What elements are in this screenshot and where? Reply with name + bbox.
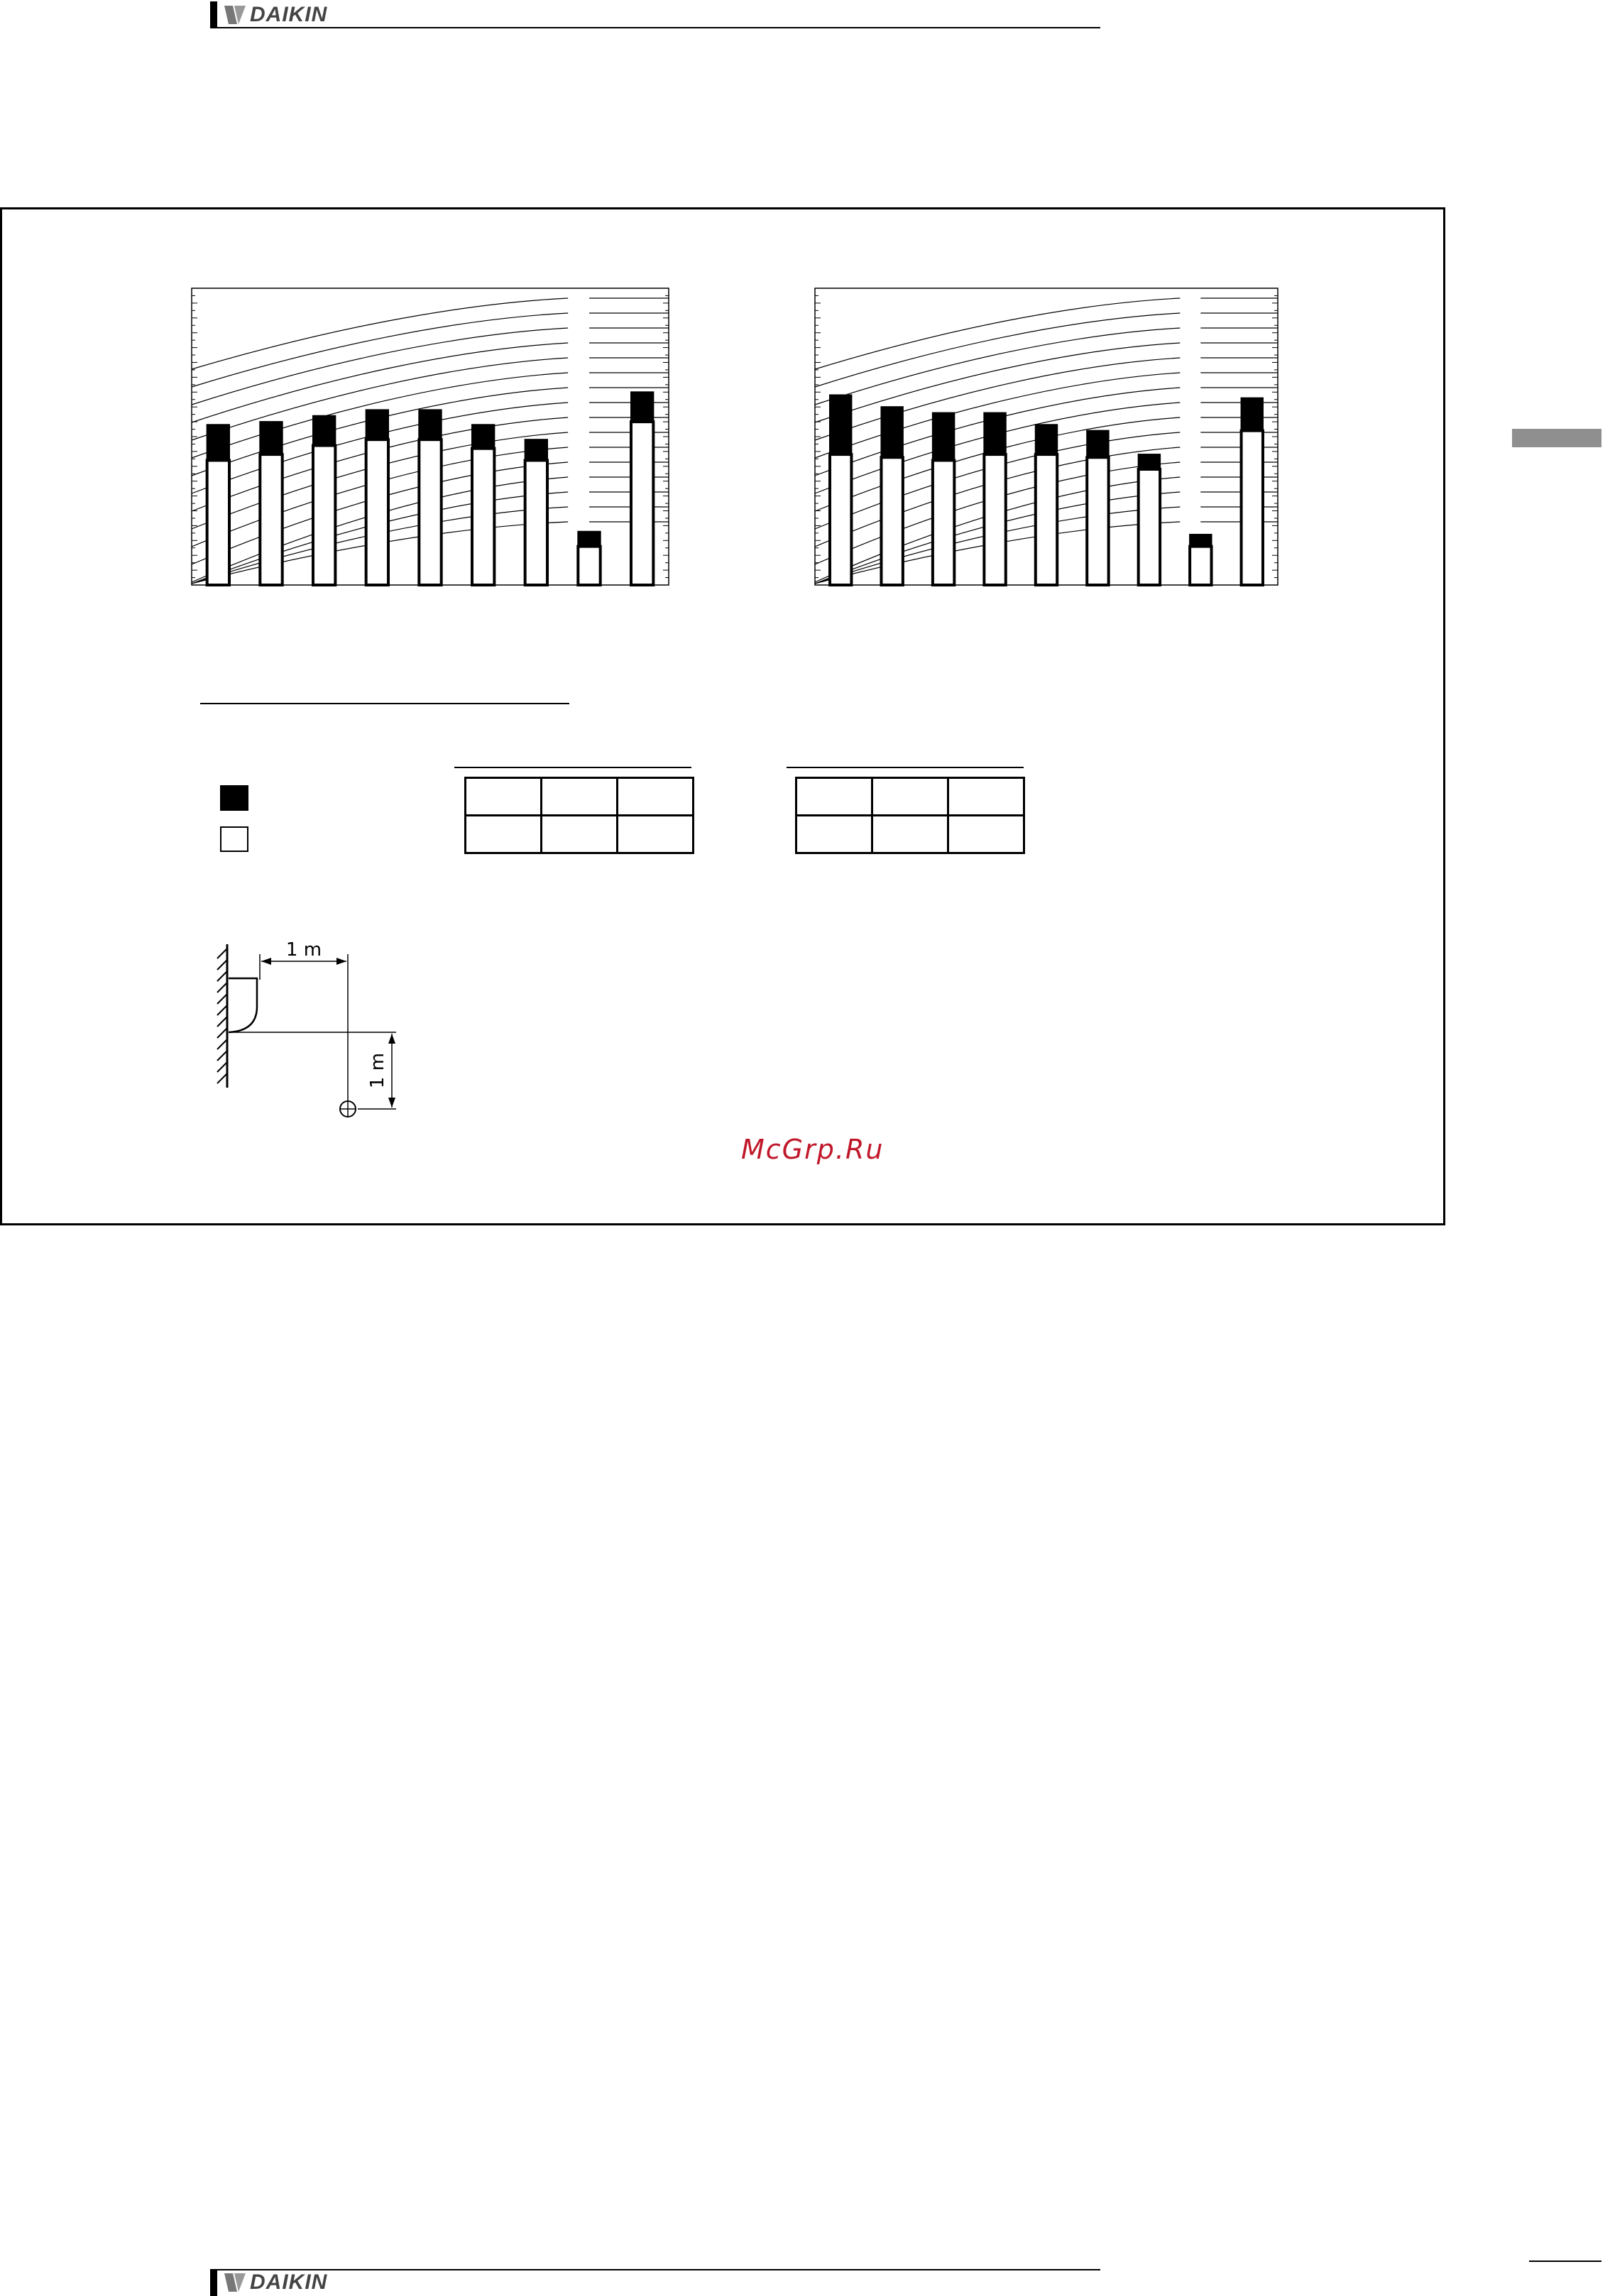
- bar-lower-segment: [631, 422, 653, 585]
- bar-upper-segment: [472, 425, 494, 448]
- legend-swatch-filled: [220, 785, 248, 811]
- section-divider: [200, 703, 569, 704]
- footer-rule: [210, 2269, 1100, 2270]
- table-cell: [542, 778, 618, 816]
- bar-upper-segment: [260, 422, 282, 454]
- daikin-logo: [223, 3, 327, 27]
- header-rule: [210, 27, 1100, 28]
- bar-lower-segment: [366, 439, 388, 585]
- arrowhead: [388, 1098, 395, 1108]
- table-cell: [872, 778, 948, 816]
- wall-hatching: [217, 944, 227, 1088]
- footer-brand: DAIKIN: [250, 2270, 328, 2294]
- bar-upper-segment: [313, 416, 335, 446]
- bar-lower-segment: [525, 460, 547, 585]
- spec-table-2-header-rule: [787, 767, 1024, 768]
- nc-reference-curve: [192, 313, 568, 387]
- bar-lower-segment: [1242, 431, 1263, 585]
- bar-upper-segment: [578, 532, 600, 547]
- bar-lower-segment: [419, 439, 441, 585]
- table-cell: [618, 778, 694, 816]
- bar-lower-segment: [1087, 457, 1108, 585]
- table-cell: [466, 816, 542, 853]
- bar-lower-segment: [260, 454, 282, 585]
- spec-table-2: [795, 777, 1025, 854]
- bar-upper-segment: [1036, 425, 1057, 454]
- table-cell: [542, 816, 618, 853]
- daikin-logo: [223, 2270, 327, 2295]
- bar-upper-segment: [631, 392, 653, 422]
- indoor-unit-outline: [229, 978, 257, 1032]
- spec-table-1: [464, 777, 694, 854]
- bar-upper-segment: [1242, 398, 1263, 431]
- footer-logo: [210, 2269, 327, 2296]
- bar-lower-segment: [1036, 454, 1057, 585]
- bar-lower-segment: [984, 454, 1005, 585]
- bar-lower-segment: [933, 460, 954, 585]
- header-brand: DAIKIN: [250, 3, 328, 26]
- bar-upper-segment: [1190, 535, 1211, 547]
- table-row: [466, 816, 694, 853]
- bar-upper-segment: [1087, 431, 1108, 458]
- table-row: [796, 778, 1024, 816]
- bar-lower-segment: [472, 449, 494, 585]
- bar-upper-segment: [419, 410, 441, 439]
- bar-upper-segment: [933, 413, 954, 461]
- legend-swatch-open: [220, 826, 248, 852]
- bar-upper-segment: [366, 410, 388, 439]
- microphone-position-icon: [340, 1101, 356, 1117]
- table-cell: [872, 816, 948, 853]
- header-logo-bar: [210, 1, 217, 28]
- bar-upper-segment: [1139, 454, 1160, 469]
- bar-lower-segment: [1139, 469, 1160, 585]
- bar-lower-segment: [1190, 547, 1211, 585]
- bar-upper-segment: [207, 425, 229, 460]
- table-row: [466, 778, 694, 816]
- dimension-label-vertical: 1 m: [367, 1052, 388, 1089]
- arrowhead: [388, 1034, 395, 1044]
- bar-upper-segment: [830, 395, 851, 454]
- watermark-text: McGrp.Ru: [741, 1134, 885, 1165]
- table-cell: [796, 778, 872, 816]
- table-cell: [796, 816, 872, 853]
- daikin-logo-icon: [223, 4, 247, 26]
- bar-upper-segment: [525, 439, 547, 460]
- arrowhead: [261, 958, 271, 965]
- spec-table-1-header-rule: [454, 767, 691, 768]
- bar-lower-segment: [830, 454, 851, 585]
- table-cell: [948, 778, 1024, 816]
- nc-reference-curve: [192, 298, 568, 369]
- bar-upper-segment: [881, 407, 902, 457]
- arrowhead: [336, 958, 346, 965]
- table-cell: [618, 816, 694, 853]
- bar-lower-segment: [881, 457, 902, 585]
- table-row: [796, 816, 1024, 853]
- footer-logo-bar: [210, 2269, 217, 2296]
- header-logo: [210, 1, 327, 28]
- bar-lower-segment: [207, 460, 229, 585]
- nc-reference-curve: [815, 298, 1180, 369]
- nc-reference-curve: [815, 313, 1180, 387]
- dimension-label-horizontal: 1 m: [285, 939, 322, 961]
- nc-reference-curve: [815, 343, 1180, 422]
- bar-lower-segment: [578, 547, 600, 585]
- bar-upper-segment: [984, 413, 1005, 455]
- table-cell: [466, 778, 542, 816]
- section-tab-marker: [1512, 429, 1601, 447]
- bar-lower-segment: [313, 446, 335, 585]
- sound-chart-right: [809, 287, 1283, 586]
- measurement-diagram: [206, 930, 419, 1122]
- page-number-rule: [1529, 2261, 1601, 2262]
- sound-chart-left: [186, 287, 674, 586]
- table-cell: [948, 816, 1024, 853]
